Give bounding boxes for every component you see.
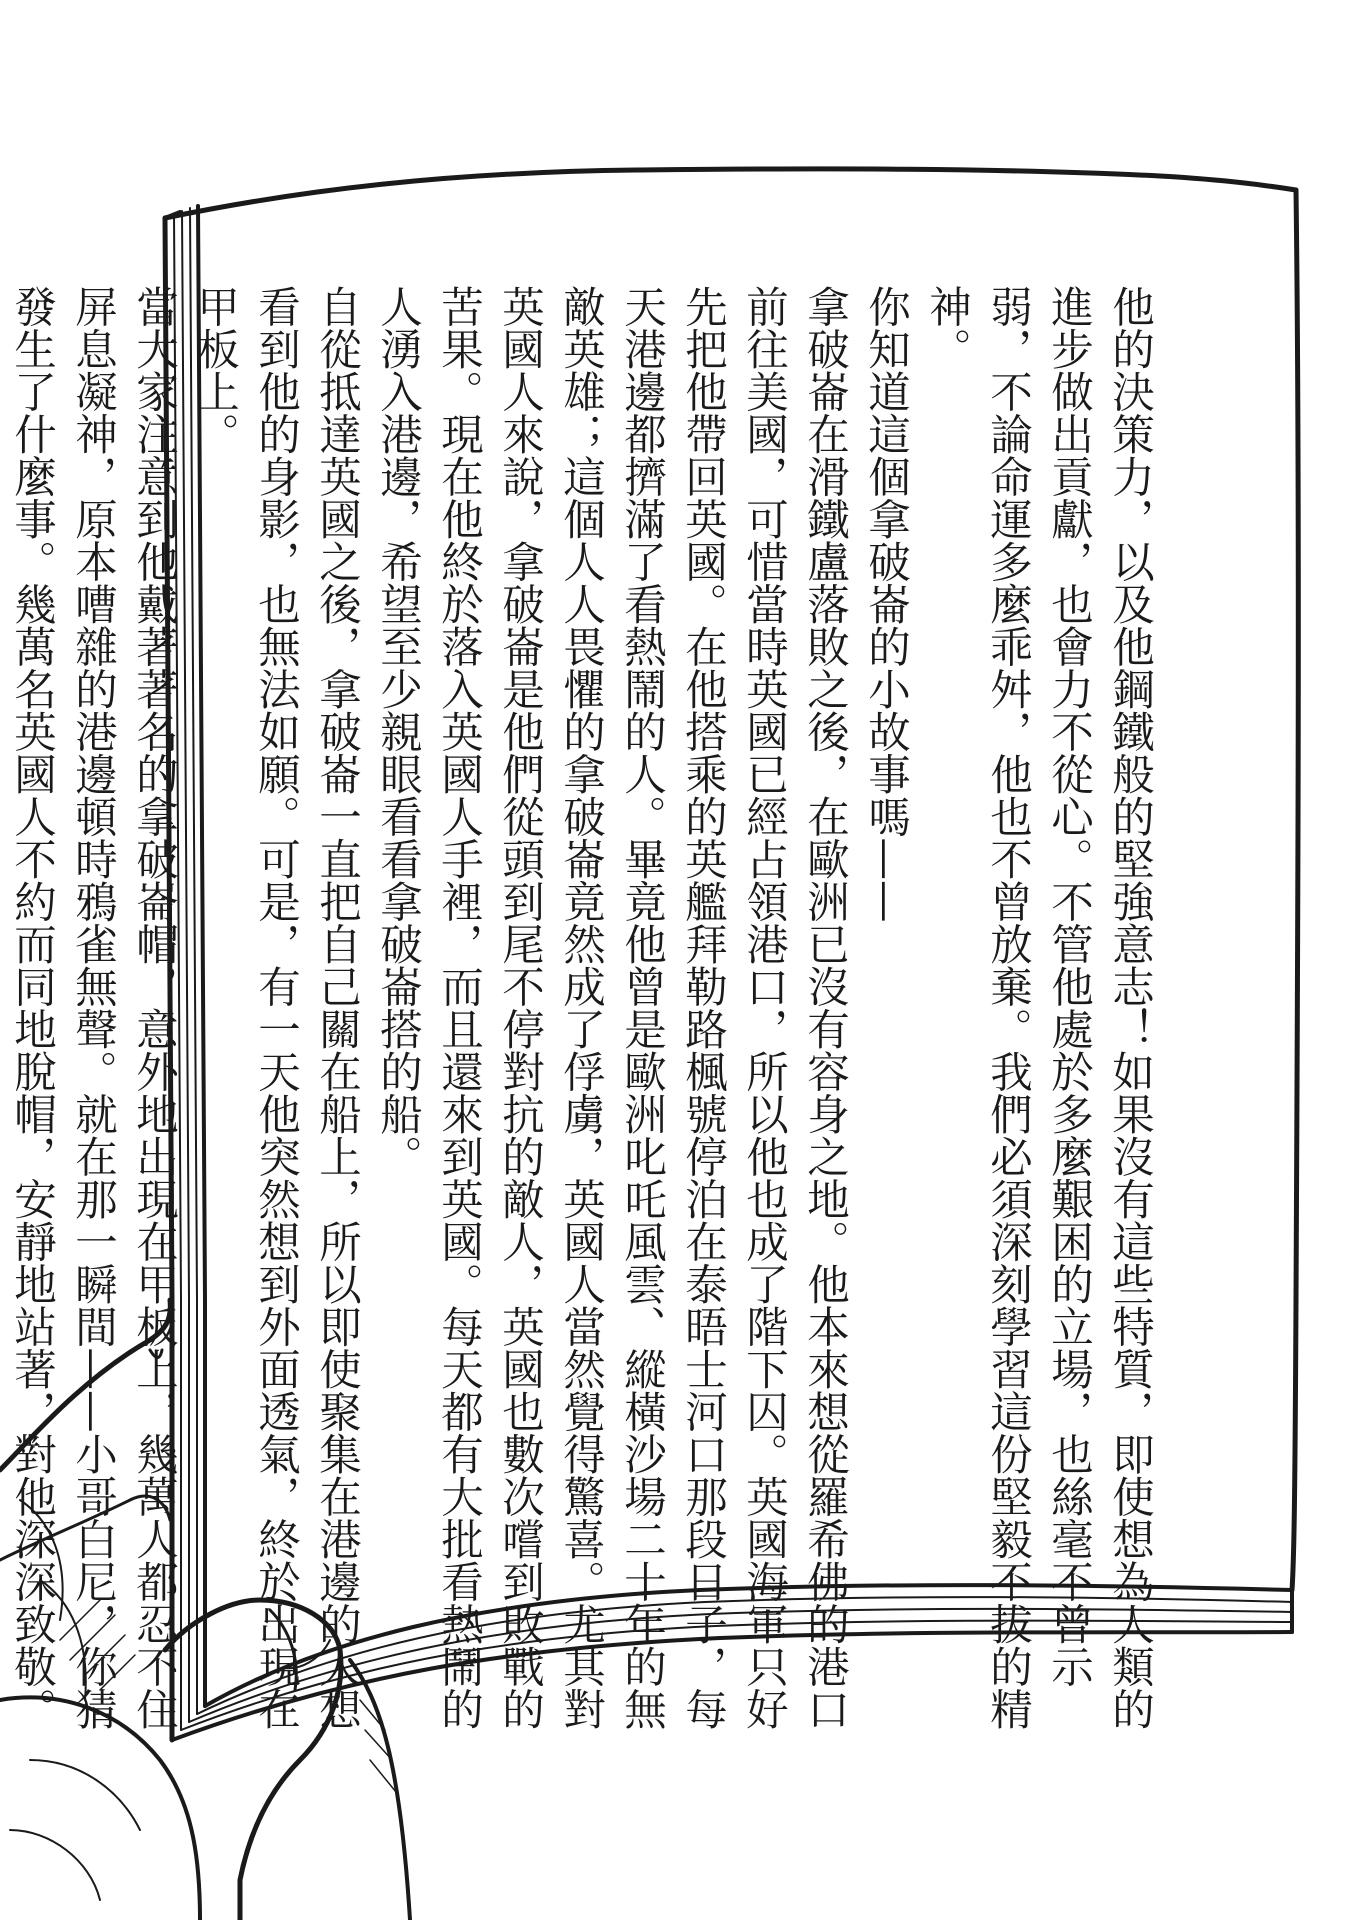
paragraph-3: 拿破崙在滑鐵盧落敗之後，在歐洲已沒有容身之地。他本來想從羅希佛的港口前往美國，可惜當時英國已經占領港口，所以他也成了階下囚。英國海軍只好先把他帶回英國。在他搭乘的英艦拜勒路楓號停泊在泰晤士河口那段日子，每天港邊都擠滿了看熱鬧的人。畢竟他曾是歐洲叱吒風雲、縱橫沙場二十年的無敵英雄；這個人人畏懼的拿破崙竟然成了俘虜，英國人當然覺得驚喜。尤其對英國人來說，拿破崙是他們從頭到尾不停對抗的敵人，英國也數次嚐到敗戰的苦果。現在他終於落入英國人手裡，而且還來到英國。每天都有大批看熱鬧的人湧入港邊，希望至少親眼看看拿破崙搭的船。 <box>373 285 849 1730</box>
paragraph-1: 他的決策力，以及他鋼鐵般的堅強意志！如果沒有這些特質，即使想為人類的進步做出貢獻，也會力不從心。不管他處於多麼艱困的立場，也絲毫不曾示弱，不論命運多麼乖舛，他也不曾放棄。我們必須深刻學習這份堅毅不拔的精神。 <box>922 285 1154 1730</box>
paragraph-2: 你知道這個拿破崙的小故事嗎—— <box>861 285 910 923</box>
page-right-edge <box>1292 190 1298 1590</box>
paragraph-5: 當大家注意到他戴著著名的拿破崙帽，意外地出現在甲板上，幾萬人都忍不住屏息凝神，原本嘈雜的港邊頓時鴉雀無聲。就在那一瞬間——小哥白尼，你猜發生了什麼事。幾萬名英國人不約而同地脫帽，安靜地站著，對他深深致敬。 <box>7 285 178 1730</box>
page-top-edge <box>165 169 1296 218</box>
book-page-text <box>7 285 1160 1755</box>
paragraph-4: 自從抵達英國之後，拿破崙一直把自己關在船上，所以即使聚集在港邊的人想看到他的身影，也無法如願。可是，有一天他突然想到外面透氣，終於出現在甲板上。 <box>190 285 361 1730</box>
